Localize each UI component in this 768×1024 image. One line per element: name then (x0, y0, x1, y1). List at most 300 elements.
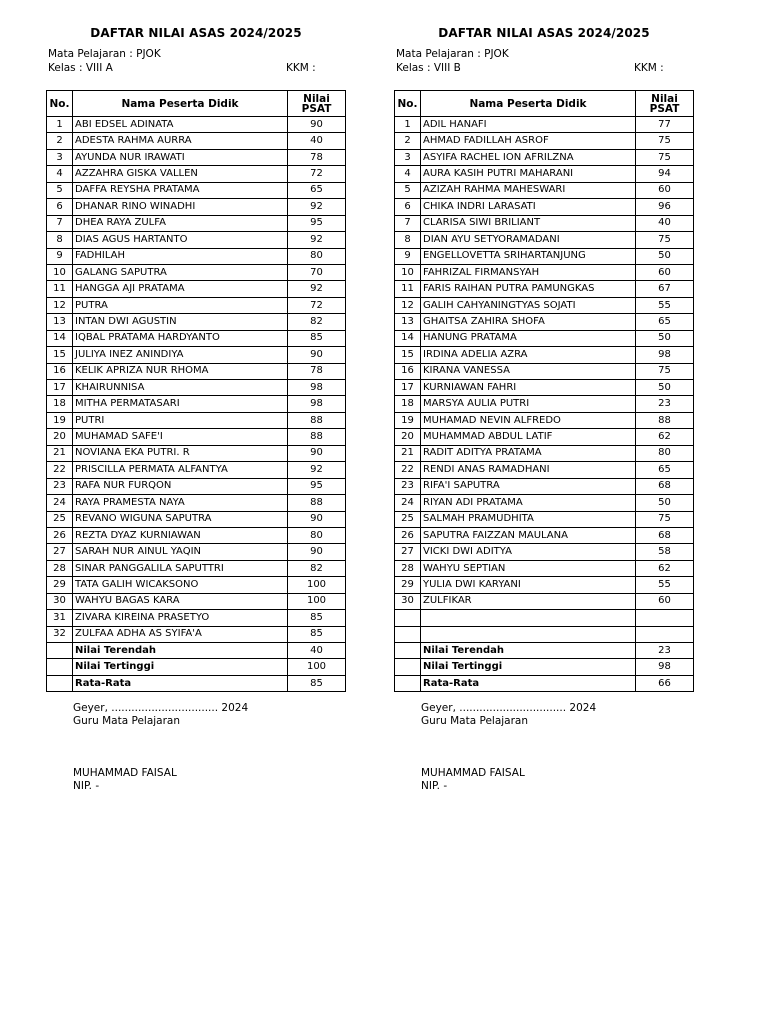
student-name: GHAITSA ZAHIRA SHOFA (421, 314, 636, 330)
table-row (395, 544, 694, 560)
student-score: 67 (636, 281, 694, 297)
student-score: 50 (636, 330, 694, 346)
table-row (47, 527, 346, 543)
student-score: 90 (288, 544, 346, 560)
student-score: 58 (636, 544, 694, 560)
student-name: AYUNDA NUR IRAWATI (73, 149, 288, 165)
row-number: 16 (395, 363, 421, 379)
row-number: 15 (395, 347, 421, 363)
row-number: 26 (395, 527, 421, 543)
table-row (47, 593, 346, 609)
table-row (395, 478, 694, 494)
row-number: 12 (47, 297, 73, 313)
summary-label: Nilai Terendah (421, 643, 636, 659)
student-score: 88 (288, 429, 346, 445)
row-number: 19 (47, 412, 73, 428)
row-number: 30 (47, 593, 73, 609)
table-row (395, 429, 694, 445)
header-value-line1: Nilai (303, 92, 330, 105)
header-name: Nama Peserta Didik (421, 91, 636, 117)
summary-blank (47, 643, 73, 659)
table-row (47, 429, 346, 445)
student-score: 90 (288, 511, 346, 527)
student-name: SALMAH PRAMUDHITA (421, 511, 636, 527)
header-value (636, 91, 694, 117)
row-number: 21 (47, 445, 73, 461)
table-row (395, 626, 694, 642)
student-name: ABI EDSEL ADINATA (73, 117, 288, 133)
table-row (47, 347, 346, 363)
summary-row (47, 659, 346, 675)
student-score: 80 (636, 445, 694, 461)
header-value-line2: PSAT (301, 102, 332, 115)
table-row (47, 478, 346, 494)
table-row (395, 182, 694, 198)
row-number: 18 (395, 396, 421, 412)
table-row (47, 544, 346, 560)
student-score: 82 (288, 560, 346, 576)
table-row (395, 232, 694, 248)
student-score: 85 (288, 330, 346, 346)
student-score: 92 (288, 462, 346, 478)
table-row (395, 445, 694, 461)
row-number: 1 (395, 117, 421, 133)
row-number: 25 (395, 511, 421, 527)
student-score: 50 (636, 495, 694, 511)
student-score: 62 (636, 560, 694, 576)
student-name: FAHRIZAL FIRMANSYAH (421, 264, 636, 280)
student-score: 70 (288, 264, 346, 280)
student-name: YULIA DWI KARYANI (421, 577, 636, 593)
row-number: 10 (47, 264, 73, 280)
student-name: AHMAD FADILLAH ASROF (421, 133, 636, 149)
table-row (395, 412, 694, 428)
student-name: DHEA RAYA ZULFA (73, 215, 288, 231)
row-number: 20 (47, 429, 73, 445)
student-score: 96 (636, 199, 694, 215)
student-name (421, 626, 636, 642)
student-score: 78 (288, 363, 346, 379)
table-row (395, 117, 694, 133)
student-score: 65 (636, 462, 694, 478)
subject-line: Mata Pelajaran : PJOK (396, 48, 509, 60)
summary-blank (395, 643, 421, 659)
row-number (395, 626, 421, 642)
table-row (47, 199, 346, 215)
signer-role: Guru Mata Pelajaran (421, 715, 529, 727)
student-score: 82 (288, 314, 346, 330)
student-name: MUHAMAD SAFE'I (73, 429, 288, 445)
student-name: ENGELLOVETTA SRIHARTANJUNG (421, 248, 636, 264)
summary-label: Nilai Tertinggi (73, 659, 288, 675)
student-score: 100 (288, 593, 346, 609)
row-number: 26 (47, 527, 73, 543)
subject-line: Mata Pelajaran : PJOK (48, 48, 161, 60)
summary-label: Nilai Terendah (73, 643, 288, 659)
student-name: HANUNG PRATAMA (421, 330, 636, 346)
student-score: 85 (288, 626, 346, 642)
row-number: 8 (395, 232, 421, 248)
row-number: 4 (47, 166, 73, 182)
student-name: NOVIANA EKA PUTRI. R (73, 445, 288, 461)
student-score: 85 (288, 610, 346, 626)
summary-blank (395, 675, 421, 691)
student-score: 92 (288, 232, 346, 248)
student-name: PUTRA (73, 297, 288, 313)
summary-value: 85 (288, 675, 346, 691)
student-name: CHIKA INDRI LARASATI (421, 199, 636, 215)
table-row (395, 264, 694, 280)
table-row (47, 560, 346, 576)
student-score: 88 (636, 412, 694, 428)
row-number: 19 (395, 412, 421, 428)
row-number: 21 (395, 445, 421, 461)
student-name: SAPUTRA FAIZZAN MAULANA (421, 527, 636, 543)
student-name: TATA GALIH WICAKSONO (73, 577, 288, 593)
student-name: DHANAR RINO WINADHI (73, 199, 288, 215)
student-score: 60 (636, 182, 694, 198)
table-row (47, 363, 346, 379)
row-number: 29 (47, 577, 73, 593)
table-row (395, 610, 694, 626)
table-row (47, 462, 346, 478)
student-score: 23 (636, 396, 694, 412)
student-name: VICKI DWI ADITYA (421, 544, 636, 560)
student-name: REVANO WIGUNA SAPUTRA (73, 511, 288, 527)
grades-table (46, 90, 346, 692)
summary-row (47, 675, 346, 691)
student-score: 98 (288, 380, 346, 396)
student-name: IQBAL PRATAMA HARDYANTO (73, 330, 288, 346)
row-number: 6 (395, 199, 421, 215)
header-name: Nama Peserta Didik (73, 91, 288, 117)
student-score: 90 (288, 347, 346, 363)
table-row (47, 232, 346, 248)
row-number: 15 (47, 347, 73, 363)
student-score: 90 (288, 117, 346, 133)
table-row (47, 412, 346, 428)
table-row (395, 347, 694, 363)
table-row (395, 363, 694, 379)
table-row (395, 133, 694, 149)
header-row (47, 91, 346, 117)
student-score: 65 (636, 314, 694, 330)
summary-value: 66 (636, 675, 694, 691)
student-name: JULIYA INEZ ANINDIYA (73, 347, 288, 363)
summary-row (47, 643, 346, 659)
row-number: 11 (395, 281, 421, 297)
summary-row (395, 659, 694, 675)
student-score: 98 (288, 396, 346, 412)
student-score: 88 (288, 412, 346, 428)
row-number: 11 (47, 281, 73, 297)
student-score: 72 (288, 297, 346, 313)
header-value-line1: Nilai (651, 92, 678, 105)
place-date: Geyer, ................................ 2024 (421, 702, 597, 714)
signer-name: MUHAMMAD FAISAL (73, 767, 177, 779)
row-number: 16 (47, 363, 73, 379)
student-score: 80 (288, 527, 346, 543)
student-name: MARSYA AULIA PUTRI (421, 396, 636, 412)
student-name: RIFA'I SAPUTRA (421, 478, 636, 494)
student-score: 72 (288, 166, 346, 182)
student-score: 92 (288, 281, 346, 297)
row-number (395, 610, 421, 626)
table-row (395, 577, 694, 593)
row-number: 28 (395, 560, 421, 576)
table-row (47, 511, 346, 527)
student-name: KELIK APRIZA NUR RHOMA (73, 363, 288, 379)
student-name: SARAH NUR AINUL YAQIN (73, 544, 288, 560)
table-row (395, 511, 694, 527)
row-number: 24 (395, 495, 421, 511)
header-value (288, 91, 346, 117)
table-row (395, 527, 694, 543)
student-name: INTAN DWI AGUSTIN (73, 314, 288, 330)
student-name: KHAIRUNNISA (73, 380, 288, 396)
summary-value: 98 (636, 659, 694, 675)
row-number: 25 (47, 511, 73, 527)
row-number: 4 (395, 166, 421, 182)
row-number: 2 (47, 133, 73, 149)
row-number: 23 (47, 478, 73, 494)
row-number: 2 (395, 133, 421, 149)
student-name: REZTA DYAZ KURNIAWAN (73, 527, 288, 543)
signer-role: Guru Mata Pelajaran (73, 715, 181, 727)
student-name: RAYA PRAMESTA NAYA (73, 495, 288, 511)
row-number: 28 (47, 560, 73, 576)
student-name: SINAR PANGGALILA SAPUTTRI (73, 560, 288, 576)
row-number: 14 (395, 330, 421, 346)
student-score: 88 (288, 495, 346, 511)
row-number: 29 (395, 577, 421, 593)
table-row (47, 626, 346, 642)
row-number: 13 (395, 314, 421, 330)
row-number: 14 (47, 330, 73, 346)
row-number: 7 (395, 215, 421, 231)
student-name: PRISCILLA PERMATA ALFANTYA (73, 462, 288, 478)
signer-name: MUHAMMAD FAISAL (421, 767, 525, 779)
row-number: 31 (47, 610, 73, 626)
table-row (395, 314, 694, 330)
row-number: 5 (395, 182, 421, 198)
table-row (47, 149, 346, 165)
student-score: 98 (636, 347, 694, 363)
table-row (47, 610, 346, 626)
row-number: 12 (395, 297, 421, 313)
row-number: 17 (395, 380, 421, 396)
row-number: 20 (395, 429, 421, 445)
table-row (395, 248, 694, 264)
row-number: 22 (395, 462, 421, 478)
row-number: 3 (47, 149, 73, 165)
student-score: 77 (636, 117, 694, 133)
kkm-label: KKM : (286, 62, 316, 74)
table-row (395, 149, 694, 165)
row-number: 18 (47, 396, 73, 412)
student-name: DIAN AYU SETYORAMADANI (421, 232, 636, 248)
student-name: MUHAMMAD ABDUL LATIF (421, 429, 636, 445)
table-row (395, 199, 694, 215)
place-date: Geyer, ................................ 2024 (73, 702, 249, 714)
table-row (395, 462, 694, 478)
row-number: 1 (47, 117, 73, 133)
student-score: 75 (636, 149, 694, 165)
row-number: 7 (47, 215, 73, 231)
student-name: RAFA NUR FURQON (73, 478, 288, 494)
student-score: 60 (636, 264, 694, 280)
row-number: 9 (395, 248, 421, 264)
table-row (395, 215, 694, 231)
student-name: FADHILAH (73, 248, 288, 264)
student-score: 75 (636, 363, 694, 379)
table-row (47, 281, 346, 297)
signer-nip: NIP. - (73, 780, 100, 792)
student-score: 100 (288, 577, 346, 593)
header-no: No. (395, 91, 421, 117)
student-name: ZIVARA KIREINA PRASETYO (73, 610, 288, 626)
row-number: 23 (395, 478, 421, 494)
student-score: 68 (636, 527, 694, 543)
class-line: Kelas : VIII B (396, 62, 461, 74)
student-score: 95 (288, 215, 346, 231)
summary-blank (47, 675, 73, 691)
table-row (395, 495, 694, 511)
row-number: 17 (47, 380, 73, 396)
table-row (47, 314, 346, 330)
student-score (636, 626, 694, 642)
student-name: ZULFIKAR (421, 593, 636, 609)
page-title: DAFTAR NILAI ASAS 2024/2025 (90, 26, 302, 40)
student-name: RENDI ANAS RAMADHANI (421, 462, 636, 478)
student-name: WAHYU BAGAS KARA (73, 593, 288, 609)
student-name: ADIL HANAFI (421, 117, 636, 133)
student-score (636, 610, 694, 626)
student-score: 55 (636, 297, 694, 313)
table-row (47, 396, 346, 412)
row-number: 30 (395, 593, 421, 609)
table-row (47, 495, 346, 511)
student-score: 90 (288, 445, 346, 461)
summary-row (395, 643, 694, 659)
row-number: 5 (47, 182, 73, 198)
row-number: 22 (47, 462, 73, 478)
table-row (47, 166, 346, 182)
table-row (47, 133, 346, 149)
student-score: 80 (288, 248, 346, 264)
header-value-line2: PSAT (649, 102, 680, 115)
table-row (395, 166, 694, 182)
student-name: GALANG SAPUTRA (73, 264, 288, 280)
student-score: 50 (636, 380, 694, 396)
table-row (47, 330, 346, 346)
student-name: AZIZAH RAHMA MAHESWARI (421, 182, 636, 198)
student-score: 95 (288, 478, 346, 494)
student-name (421, 610, 636, 626)
table-row (47, 577, 346, 593)
grades-table (394, 90, 694, 692)
student-name: ASYIFA RACHEL ION AFRILZNA (421, 149, 636, 165)
student-score: 75 (636, 232, 694, 248)
table-row (395, 560, 694, 576)
row-number: 27 (47, 544, 73, 560)
student-score: 78 (288, 149, 346, 165)
student-name: DIAS AGUS HARTANTO (73, 232, 288, 248)
student-score: 92 (288, 199, 346, 215)
summary-label: Rata-Rata (73, 675, 288, 691)
row-number: 8 (47, 232, 73, 248)
table-row (395, 380, 694, 396)
summary-value: 100 (288, 659, 346, 675)
student-name: WAHYU SEPTIAN (421, 560, 636, 576)
header-row (395, 91, 694, 117)
student-name: DAFFA REYSHA PRATAMA (73, 182, 288, 198)
summary-value: 40 (288, 643, 346, 659)
student-score: 50 (636, 248, 694, 264)
signer-nip: NIP. - (421, 780, 448, 792)
summary-label: Nilai Tertinggi (421, 659, 636, 675)
table-row (47, 215, 346, 231)
table-row (47, 182, 346, 198)
student-name: KIRANA VANESSA (421, 363, 636, 379)
student-name: AURA KASIH PUTRI MAHARANI (421, 166, 636, 182)
student-name: ADESTA RAHMA AURRA (73, 133, 288, 149)
kkm-label: KKM : (634, 62, 664, 74)
student-score: 65 (288, 182, 346, 198)
table-row (47, 264, 346, 280)
student-name: GALIH CAHYANINGTYAS SOJATI (421, 297, 636, 313)
student-name: MUHAMAD NEVIN ALFREDO (421, 412, 636, 428)
student-name: RIYAN ADI PRATAMA (421, 495, 636, 511)
table-row (47, 248, 346, 264)
student-score: 75 (636, 133, 694, 149)
student-score: 75 (636, 511, 694, 527)
row-number: 27 (395, 544, 421, 560)
row-number: 9 (47, 248, 73, 264)
summary-label: Rata-Rata (421, 675, 636, 691)
student-name: HANGGA AJI PRATAMA (73, 281, 288, 297)
class-line: Kelas : VIII A (48, 62, 113, 74)
header-no: No. (47, 91, 73, 117)
summary-row (395, 675, 694, 691)
student-name: ZULFAA ADHA AS SYIFA'A (73, 626, 288, 642)
student-score: 40 (636, 215, 694, 231)
student-name: RADIT ADITYA PRATAMA (421, 445, 636, 461)
row-number: 24 (47, 495, 73, 511)
page-title: DAFTAR NILAI ASAS 2024/2025 (438, 26, 650, 40)
row-number: 13 (47, 314, 73, 330)
student-name: IRDINA ADELIA AZRA (421, 347, 636, 363)
row-number: 32 (47, 626, 73, 642)
table-row (395, 330, 694, 346)
table-row (395, 297, 694, 313)
student-score: 60 (636, 593, 694, 609)
student-score: 68 (636, 478, 694, 494)
summary-blank (47, 659, 73, 675)
student-score: 55 (636, 577, 694, 593)
summary-blank (395, 659, 421, 675)
table-row (47, 117, 346, 133)
student-name: CLARISA SIWI BRILIANT (421, 215, 636, 231)
table-row (47, 380, 346, 396)
row-number: 3 (395, 149, 421, 165)
student-score: 40 (288, 133, 346, 149)
table-row (395, 281, 694, 297)
summary-value: 23 (636, 643, 694, 659)
student-name: KURNIAWAN FAHRI (421, 380, 636, 396)
table-row (395, 593, 694, 609)
student-name: FARIS RAIHAN PUTRA PAMUNGKAS (421, 281, 636, 297)
